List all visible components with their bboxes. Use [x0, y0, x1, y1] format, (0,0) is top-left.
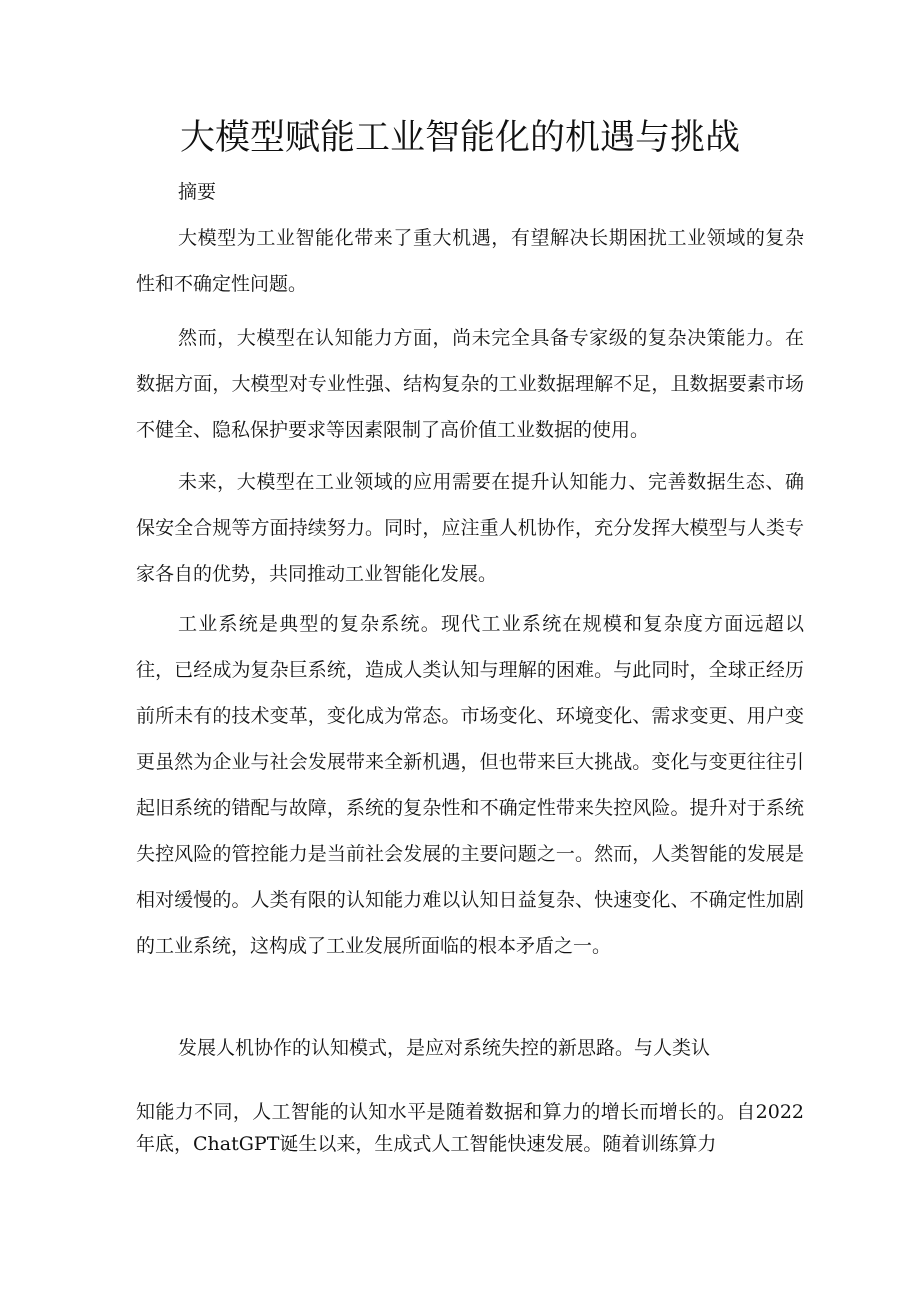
- abstract-label: 摘要: [178, 181, 217, 203]
- document-title: 大模型赋能工业智能化的机遇与挑战: [179, 118, 740, 158]
- paragraph-5: 发展人机协作的认知模式，是应对系统失控的新思路。与人类认: [178, 1037, 711, 1059]
- paragraph-3: 未来，大模型在工业领域的应用需要在提升认知能力、完善数据生态、确保安全合规等方面持续努力。同时，应注重人机协作，充分发挥大模型与人类专家各自的优势，共同推动工业智能化发展。: [136, 471, 804, 585]
- paragraph-1: 大模型为工业智能化带来了重大机遇，有望解决长期困扰工业领域的复杂性和不确定性问题。: [136, 227, 804, 295]
- paragraph-2: 然而，大模型在认知能力方面，尚未完全具备专家级的复杂决策能力。在数据方面，大模型对专业性强、结构复杂的工业数据理解不足，且数据要素市场不健全、隐私保护要求等因素限制了高价值工业数据的使用。: [136, 327, 804, 441]
- paragraph-6: 知能力不同，人工智能的认知水平是随着数据和算力的增长而增长的。自2022年底，ChatGPT诞生以来，生成式人工智能快速发展。随着训练算力: [136, 1101, 804, 1155]
- paragraph-4: 工业系统是典型的复杂系统。现代工业系统在规模和复杂度方面远超以往，已经成为复杂巨系统，造成人类认知与理解的困难。与此同时，全球正经历前所未有的技术变革，变化成为常态。市场变化、环境变化、需求变更、用户变更虽然为企业与社会发展带来全新机遇，但也带来巨大挑战。变化与变更往往引起旧系统的错配与故障，系统的复杂性和不确定性带来失控风险。提升对于系统失控风险的管控能力是当前社会发展的主要问题之一。然而，人类智能的发展是相对缓慢的。人类有限的认知能力难以认知日益复杂、快速变化、不确定性加剧的工业系统，这构成了工业发展所面临的根本矛盾之一。: [136, 613, 804, 957]
